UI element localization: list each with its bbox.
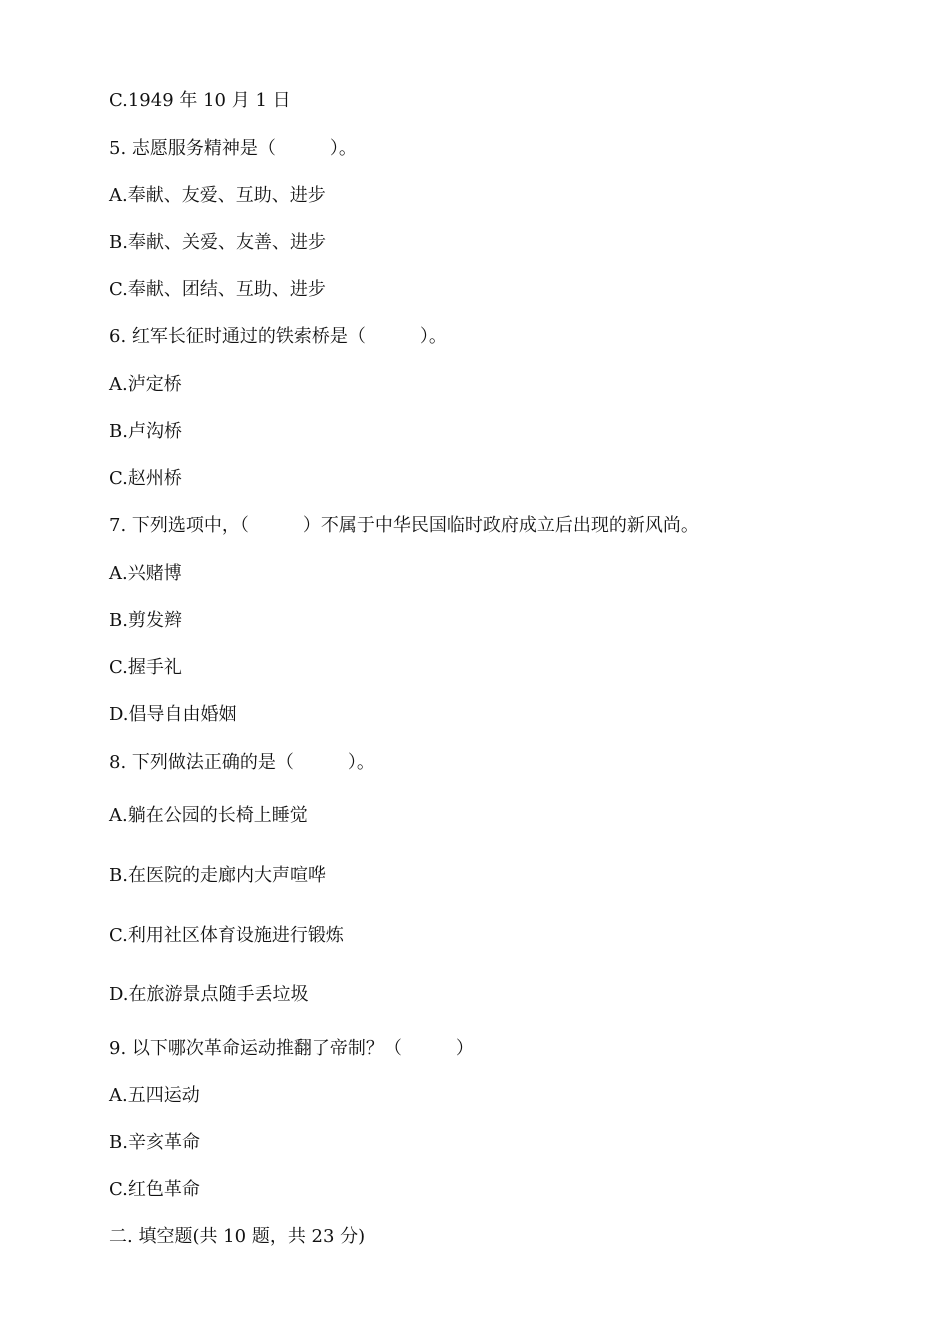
question-5: 5. 志愿服务精神是（ ）。 <box>109 138 357 159</box>
option-a-q9: A.五四运动 <box>109 1085 200 1106</box>
option-c-q4: C.1949 年 10 月 1 日 <box>109 90 291 111</box>
option-b-q9: B.辛亥革命 <box>109 1132 200 1153</box>
question-8: 8. 下列做法正确的是（ ）。 <box>109 752 375 773</box>
section-heading-fill-in: 二. 填空题(共 10 题，共 23 分) <box>109 1226 366 1247</box>
option-c-q9: C.红色革命 <box>109 1179 200 1200</box>
option-d-q7: D.倡导自由婚姻 <box>109 704 237 725</box>
option-a-q6: A.泸定桥 <box>109 374 182 395</box>
option-b-q6: B.卢沟桥 <box>109 421 182 442</box>
option-a-q7: A.兴赌博 <box>109 563 182 584</box>
option-c-q6: C.赵州桥 <box>109 468 182 489</box>
option-c-q5: C.奉献、团结、互助、进步 <box>109 279 326 300</box>
option-a-q8: A.躺在公园的长椅上睡觉 <box>109 805 308 826</box>
option-b-q7: B.剪发辫 <box>109 610 182 631</box>
option-b-q5: B.奉献、关爱、友善、进步 <box>109 232 326 253</box>
option-a-q5: A.奉献、友爱、互助、进步 <box>109 185 326 206</box>
question-9: 9. 以下哪次革命运动推翻了帝制？（ ） <box>109 1038 474 1059</box>
option-c-q7: C.握手礼 <box>109 657 182 678</box>
option-c-q8: C.利用社区体育设施进行锻炼 <box>109 925 344 946</box>
question-7: 7. 下列选项中，（ ）不属于中华民国临时政府成立后出现的新风尚。 <box>109 515 699 536</box>
option-d-q8: D.在旅游景点随手丢垃圾 <box>109 984 309 1005</box>
option-b-q8: B.在医院的走廊内大声喧哗 <box>109 865 326 886</box>
question-6: 6. 红军长征时通过的铁索桥是（ ）。 <box>109 326 447 347</box>
